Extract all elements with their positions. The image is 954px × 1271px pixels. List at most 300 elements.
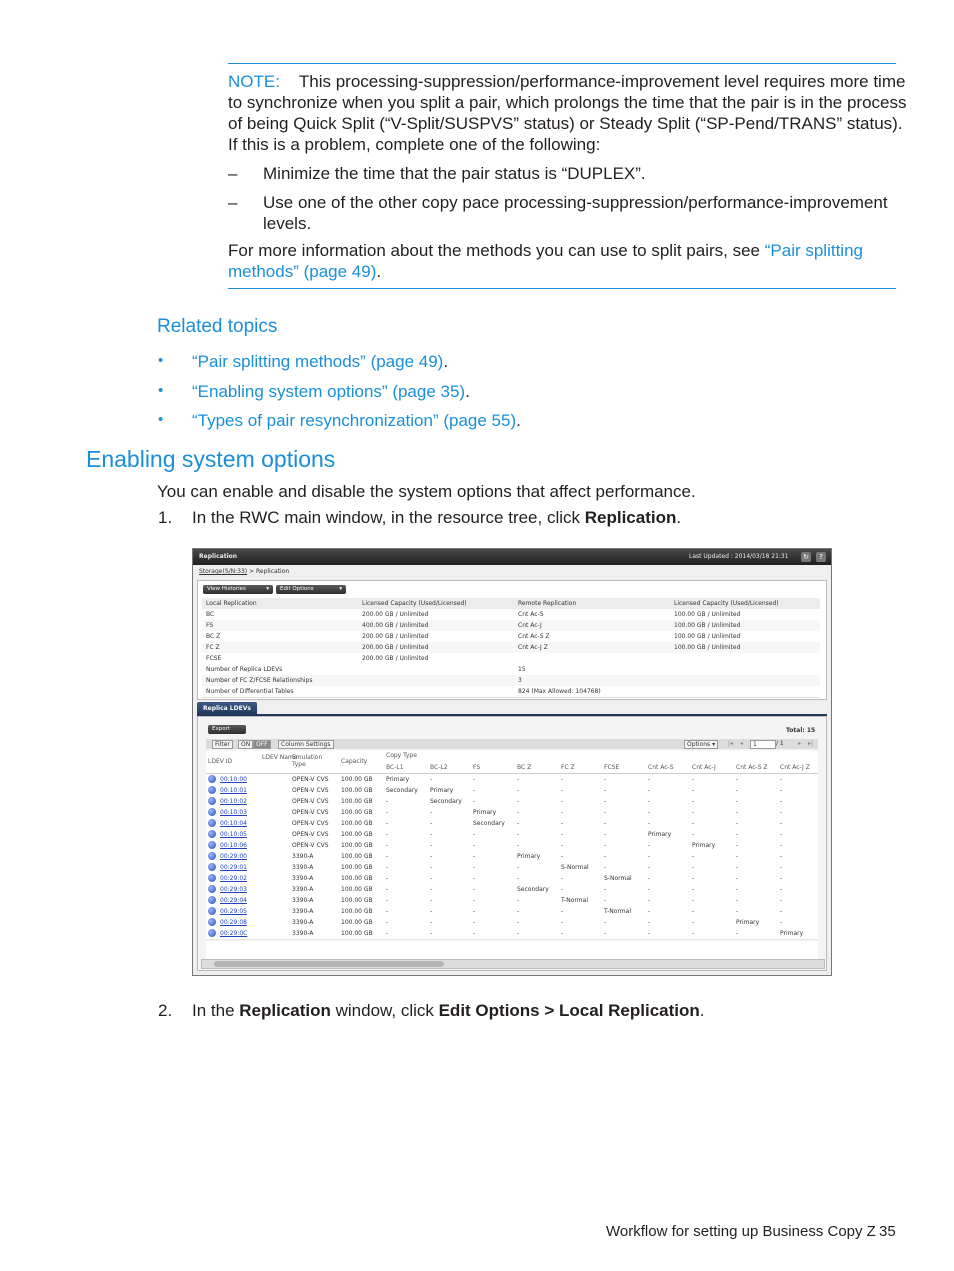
table-cell: - [386,820,389,827]
table-cell: - [517,864,520,871]
ldev-status-icon [208,841,216,849]
table-blank-area [206,941,818,959]
table-cell: - [561,787,564,794]
count-label: Number of FC Z/FCSE Relationships [206,677,313,684]
table-cell: - [561,776,564,783]
table-cell: - [386,809,389,816]
table-cell: - [430,776,433,783]
summary-cell: BC Z [206,633,221,640]
table-cell: Primary [780,930,804,937]
related-link-1[interactable]: “Pair splitting methods” (page 49) [192,352,444,371]
bullet-icon: • [158,411,164,428]
breadcrumb-storage-link[interactable]: Storage(S/N:33) [199,568,248,575]
summary-cell: Remote Replication [518,600,577,607]
table-cell: - [517,787,520,794]
ldev-id-link[interactable]: 00:29:03 [220,886,247,893]
table-cell: - [648,809,651,816]
bullet-icon: • [158,382,164,399]
column-header[interactable]: BC-L1 [386,764,404,771]
ldev-id-link[interactable]: 00:10:01 [220,787,247,794]
summary-cell: Local Replication [206,600,257,607]
table-cell: - [692,864,695,871]
copy-type-header: Copy Type [386,752,417,759]
table-cell: Secondary [386,787,418,794]
table-cell: OPEN-V CVS [292,842,329,849]
ldev-id-link[interactable]: 00:10:03 [220,809,247,816]
ldev-status-icon [208,907,216,915]
table-cell: - [386,886,389,893]
table-cell: - [430,820,433,827]
table-cell: - [780,776,783,783]
table-cell: 100.00 GB [341,919,373,926]
table-cell: 3390-A [292,930,314,937]
ldev-status-icon [208,786,216,794]
step-2-number: 2. [158,1001,173,1020]
table-cell: S-Normal [561,864,589,871]
ldev-id-link[interactable]: 00:29:04 [220,897,247,904]
table-cell: 3390-A [292,853,314,860]
table-cell: - [736,787,739,794]
table-cell: 3390-A [292,908,314,915]
ldev-id-link[interactable]: 00:10:05 [220,831,247,838]
export-button[interactable]: Export [208,725,246,734]
table-cell: - [604,809,607,816]
options-dropdown[interactable]: Options ▾ [684,740,718,749]
table-cell: Secondary [430,798,462,805]
table-cell: 100.00 GB [341,886,373,893]
table-cell: 100.00 GB [341,798,373,805]
summary-cell: 200.00 GB / Unlimited [362,611,429,618]
table-cell: - [736,820,739,827]
summary-cell: Cnt Ac-S [518,611,544,618]
summary-cell: FC Z [206,644,220,651]
ldev-status-icon [208,797,216,805]
table-cell: - [473,853,476,860]
table-cell: 100.00 GB [341,875,373,882]
step-1-number: 1. [158,508,173,527]
summary-cell: 200.00 GB / Unlimited [362,633,429,640]
filter-bar [206,739,818,749]
table-cell: - [736,776,739,783]
ldev-status-icon [208,808,216,816]
summary-cell: 100.00 GB / Unlimited [674,644,741,651]
table-cell: Primary [736,919,760,926]
note-line-4: If this is a problem, complete one of the following: [228,135,601,154]
filter-off-toggle[interactable]: OFF [253,740,271,749]
note-line-2: to synchronize when you split a pair, which prolongs the time that the pair is in the process [228,93,907,112]
table-cell: OPEN-V CVS [292,831,329,838]
table-cell: - [561,853,564,860]
table-cell: OPEN-V CVS [292,776,329,783]
ldev-id-link[interactable]: 00:29:01 [220,864,247,871]
table-cell: - [430,831,433,838]
table-cell: - [430,897,433,904]
related-topics-heading: Related topics [157,316,278,337]
ldev-status-icon [208,863,216,871]
table-cell: - [473,842,476,849]
table-cell: - [473,776,476,783]
column-header[interactable]: Cnt Ac-J Z [780,764,810,771]
summary-panel [197,580,827,700]
table-cell: - [561,886,564,893]
table-cell: - [430,919,433,926]
ldev-id-link[interactable]: 00:29:00 [220,853,247,860]
ldev-id-link[interactable]: 00:10:04 [220,820,247,827]
breadcrumb: Storage(S/N:33) > Replication [199,568,290,575]
count-value: 824 (Max Allowed: 104768) [518,688,601,695]
table-cell: - [648,776,651,783]
table-cell: - [473,908,476,915]
table-cell: - [604,930,607,937]
column-header[interactable]: LDEV ID [208,758,233,765]
note-dash-1: – [228,164,238,183]
ldev-id-link[interactable]: 00:10:06 [220,842,247,849]
last-updated: Last Updated : 2014/03/18 21:31 [689,553,789,560]
table-cell: - [736,908,739,915]
column-header[interactable]: FCSE [604,764,620,771]
table-cell: - [386,897,389,904]
summary-cell: 100.00 GB / Unlimited [674,622,741,629]
table-cell: - [561,875,564,882]
table-cell: Secondary [517,886,549,893]
column-header[interactable]: BC Z [517,764,532,771]
column-header[interactable]: BC-L2 [430,764,448,771]
table-cell: - [386,930,389,937]
step-1-text: In the RWC main window, in the resource tree, click Replication. [192,508,682,527]
table-cell: - [692,831,695,838]
table-cell: - [692,820,695,827]
note-line-1: NOTE: This processing-suppression/performance-improvement level requires more time [228,72,906,91]
note-item-2-line-1: Use one of the other copy pace processing-suppression/performance-improvement [263,193,888,212]
summary-cell: Cnt Ac-J Z [518,644,548,651]
table-cell: - [780,886,783,893]
scrollbar-thumb[interactable] [214,961,444,967]
table-cell: - [780,842,783,849]
table-cell: - [692,776,695,783]
table-cell: - [430,930,433,937]
table-row[interactable] [206,928,818,940]
table-cell: - [430,886,433,893]
table-cell: - [561,930,564,937]
prev-page-icon[interactable]: ◂ [740,740,744,747]
table-cell: - [517,930,520,937]
table-cell: - [648,864,651,871]
count-label: Number of Replica LDEVs [206,666,283,673]
summary-cell: Licensed Capacity (Used/Licensed) [362,600,467,607]
table-cell: - [386,908,389,915]
table-cell: - [780,798,783,805]
table-cell: - [780,908,783,915]
summary-cell: Cnt Ac-S Z [518,633,550,640]
last-page-icon[interactable]: ▸| [808,740,814,747]
table-cell: - [604,831,607,838]
table-cell: - [780,875,783,882]
table-cell: - [692,798,695,805]
table-cell: 100.00 GB [341,908,373,915]
view-histories-button[interactable]: View Histories ▾ [203,585,273,594]
table-cell: OPEN-V CVS [292,798,329,805]
count-value: 15 [518,666,526,673]
summary-cell: FCSE [206,655,222,662]
table-cell: - [430,842,433,849]
table-cell: - [604,798,607,805]
note-line-3: of being Quick Split (“V-Split/SUSPVS” status) or Steady Split (“SP-Pend/TRANS” status). [228,114,903,133]
summary-cell: 200.00 GB / Unlimited [362,655,429,662]
ldev-id-link[interactable]: 00:10:02 [220,798,247,805]
table-cell: 3390-A [292,864,314,871]
table-cell: - [692,897,695,904]
ldev-status-icon [208,929,216,937]
ldev-status-icon [208,775,216,783]
table-cell: - [736,853,739,860]
summary-cell: Licensed Capacity (Used/Licensed) [674,600,779,607]
table-cell: 3390-A [292,897,314,904]
next-page-icon[interactable]: ▸ [798,740,802,747]
count-label: Number of Differential Tables [206,688,294,695]
table-cell: - [517,897,520,904]
table-cell: - [780,919,783,926]
table-cell: - [430,908,433,915]
table-cell: - [386,853,389,860]
table-cell: - [473,798,476,805]
table-cell: - [736,809,739,816]
table-cell: - [692,919,695,926]
section-title: Enabling system options [86,446,336,472]
column-header[interactable]: Cnt Ac-J [692,764,716,771]
table-cell: - [736,897,739,904]
table-cell: - [604,886,607,893]
column-header[interactable]: FS [473,764,481,771]
section-intro: You can enable and disable the system options that affect performance. [157,482,696,501]
summary-cell: 200.00 GB / Unlimited [362,644,429,651]
table-cell: - [692,853,695,860]
total-count: Total: 15 [786,727,816,734]
page-input[interactable]: 1 [750,740,776,749]
ldev-id-link[interactable]: 00:29:0C [220,930,248,937]
table-cell: - [561,831,564,838]
table-cell: - [604,820,607,827]
table-cell: - [736,886,739,893]
table-cell: - [692,886,695,893]
related-item-1: “Pair splitting methods” (page 49). [192,352,449,371]
table-cell: - [780,809,783,816]
column-header[interactable]: Capacity [341,758,368,765]
table-cell: - [604,787,607,794]
filter-button[interactable]: Filter [212,740,233,749]
page-number: 35 [879,1223,896,1240]
table-cell: - [736,831,739,838]
table-cell: - [517,842,520,849]
table-cell: - [648,875,651,882]
replication-window-screenshot [192,548,832,976]
table-cell: - [473,919,476,926]
table-cell: Secondary [473,820,505,827]
note-more-info: For more information about the methods you can use to split pairs, see “Pair splitting [228,241,863,260]
table-cell: - [517,908,520,915]
table-cell: - [692,787,695,794]
table-cell: - [517,820,520,827]
filter-on-toggle[interactable]: ON [238,740,253,749]
ldev-id-link[interactable]: 00:29:02 [220,875,247,882]
note-item-1: Minimize the time that the pair status is “DUPLEX”. [263,164,646,183]
table-cell: - [430,853,433,860]
table-cell: - [561,809,564,816]
first-page-icon[interactable]: |◂ [728,740,734,747]
related-item-2: “Enabling system options” (page 35). [192,382,470,401]
table-cell: - [604,842,607,849]
note-top-rule [228,63,896,64]
table-cell: 100.00 GB [341,820,373,827]
table-cell: 100.00 GB [341,897,373,904]
refresh-icon[interactable]: ↻ [801,552,811,562]
table-cell: - [517,798,520,805]
table-cell: - [736,930,739,937]
ldev-id-link[interactable]: 00:29:05 [220,908,247,915]
table-cell: - [692,875,695,882]
bullet-icon: • [158,352,164,369]
table-cell: - [386,864,389,871]
count-value: 3 [518,677,522,684]
window-title: Replication [199,553,238,560]
table-cell: - [648,908,651,915]
table-cell: OPEN-V CVS [292,787,329,794]
summary-cell: FS [206,622,214,629]
table-cell: - [604,853,607,860]
table-cell: - [561,842,564,849]
table-cell: 100.00 GB [341,831,373,838]
table-cell: - [604,776,607,783]
table-cell: - [386,919,389,926]
table-cell: - [561,820,564,827]
summary-cell: Cnt Ac-J [518,622,542,629]
table-cell: T-Normal [561,897,588,904]
related-link-3[interactable]: “Types of pair resynchronization” (page 55) [192,411,517,430]
table-cell: - [648,897,651,904]
pair-splitting-link[interactable]: “Pair splitting [764,241,863,260]
column-header[interactable]: FC Z [561,764,575,771]
table-cell: - [736,875,739,882]
table-cell: - [561,919,564,926]
table-cell: - [430,875,433,882]
table-cell: - [561,908,564,915]
column-header[interactable]: Cnt Ac-S Z [736,764,768,771]
column-settings-button[interactable]: Column Settings [278,740,334,749]
table-cell: - [386,875,389,882]
step-2-text: In the Replication window, click Edit Options > Local Replication. [192,1001,705,1020]
note-item-2-line-2: levels. [263,214,312,233]
table-cell: - [517,776,520,783]
table-cell: - [692,809,695,816]
table-cell: 100.00 GB [341,930,373,937]
table-cell: 100.00 GB [341,776,373,783]
table-cell: - [517,919,520,926]
note-more-info-line-2: methods” (page 49). [228,262,382,281]
tab-replica-ldevs[interactable]: Replica LDEVs [197,702,257,715]
summary-count-row [202,686,820,698]
table-cell: Primary [517,853,541,860]
table-cell: 100.00 GB [341,787,373,794]
ldev-status-icon [208,918,216,926]
horizontal-scrollbar[interactable] [201,959,825,969]
table-header [206,751,818,774]
table-cell: - [386,798,389,805]
table-cell: - [648,787,651,794]
table-cell: 100.00 GB [341,853,373,860]
ldev-id-link[interactable]: 00:29:08 [220,919,247,926]
table-cell: Primary [473,809,497,816]
table-cell: 100.00 GB [341,864,373,871]
table-cell: - [473,875,476,882]
help-icon[interactable]: ? [816,552,826,562]
table-cell: T-Normal [604,908,631,915]
table-cell: - [648,886,651,893]
ldev-status-icon [208,896,216,904]
edit-options-button[interactable]: Edit Options ▾ [276,585,346,594]
table-cell: Primary [692,842,716,849]
table-cell: - [517,809,520,816]
table-cell: - [736,842,739,849]
table-cell: - [780,831,783,838]
column-header[interactable]: LDEV Name [262,754,298,761]
column-header[interactable]: Emulation Type [292,754,323,768]
replica-ldevs-panel [197,716,827,971]
table-cell: - [736,798,739,805]
table-cell: OPEN-V CVS [292,809,329,816]
table-cell: - [648,853,651,860]
summary-cell: 100.00 GB / Unlimited [674,633,741,640]
table-cell: S-Normal [604,875,632,882]
table-cell: - [648,930,651,937]
ldev-status-icon [208,874,216,882]
window-titlebar [193,549,831,565]
table-cell: - [780,853,783,860]
table-cell: - [780,787,783,794]
table-cell: - [561,798,564,805]
ldev-id-link[interactable]: 00:10:00 [220,776,247,783]
table-cell: - [692,930,695,937]
summary-cell: BC [206,611,215,618]
summary-cell: 400.00 GB / Unlimited [362,622,429,629]
table-cell: - [517,831,520,838]
column-header[interactable]: Cnt Ac-S [648,764,674,771]
pair-splitting-link-cont[interactable]: methods” (page 49) [228,262,377,281]
ldev-status-icon [208,852,216,860]
table-cell: - [517,875,520,882]
related-link-2[interactable]: “Enabling system options” (page 35) [192,382,466,401]
summary-cell: 100.00 GB / Unlimited [674,611,741,618]
page-total: / 1 [776,740,784,747]
table-cell: - [473,897,476,904]
table-cell: - [430,809,433,816]
table-cell: Primary [430,787,454,794]
table-cell: - [386,842,389,849]
table-cell: - [780,897,783,904]
table-cell: - [692,908,695,915]
table-cell: Primary [648,831,672,838]
table-cell: - [473,864,476,871]
ldev-status-icon [208,819,216,827]
table-cell: - [648,820,651,827]
footer-text: Workflow for setting up Business Copy Z [606,1223,876,1240]
ldev-status-icon [208,885,216,893]
related-item-3: “Types of pair resynchronization” (page 55). [192,411,521,430]
note-bottom-rule [228,288,896,289]
table-cell: - [780,864,783,871]
table-cell: - [780,820,783,827]
table-cell: - [473,831,476,838]
table-cell: - [648,842,651,849]
table-cell: - [648,798,651,805]
